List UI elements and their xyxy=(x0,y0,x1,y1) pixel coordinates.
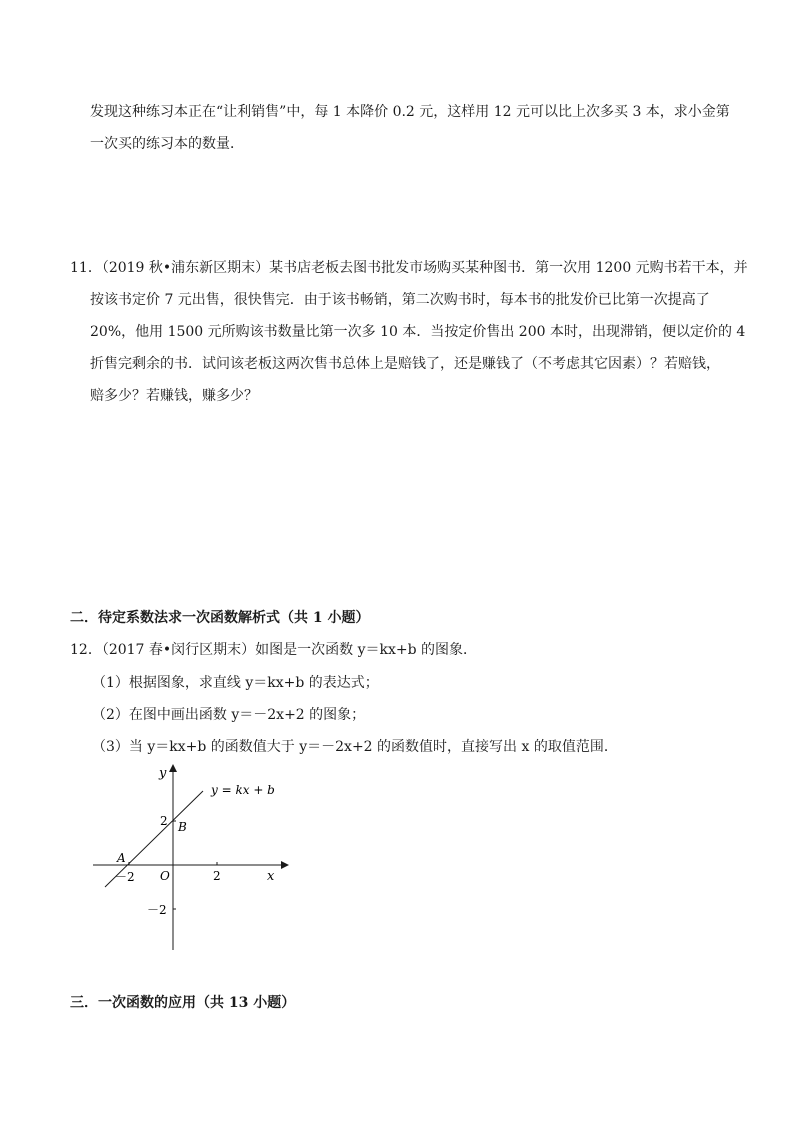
q10-continuation-line-1: 发现这种练习本正在“让利销售”中，每 1 本降价 0.2 元，这样用 12 元可以比上次多买 3 本，求小金第 xyxy=(90,104,730,120)
q11-line-1: 11．（2019 秋•浦东新区期末）某书店老板去图书批发市场购买某种图书．第一次用 1200 元购书若干本，并 xyxy=(70,260,748,276)
origin-label: O xyxy=(160,869,170,883)
q12-part-3: （3）当 y＝kx+b 的函数值大于 y＝－2x+2 的函数值时，直接写出 x 的取值范围． xyxy=(92,739,618,755)
tick-label-x-neg2: －2 xyxy=(115,870,135,884)
point-b-label: B xyxy=(178,820,187,834)
q11-line-2: 按该书定价 7 元出售，很快售完．由于该书畅销，第二次购书时，每本书的批发价已比第一次提高了 xyxy=(90,292,710,308)
line-label: y = kx + b xyxy=(211,783,275,797)
q11-line-4: 折售完剩余的书．试问该老板这两次售书总体上是赔钱了，还是赚钱了（不考虑其它因素）？若赔钱， xyxy=(90,356,720,372)
tick-label-y-neg2: －2 xyxy=(147,903,167,917)
tick-label-y-2: 2 xyxy=(160,814,168,828)
q10-continuation-line-2: 一次买的练习本的数量． xyxy=(90,136,244,152)
tick-label-x-2: 2 xyxy=(213,869,221,883)
function-graph xyxy=(85,760,295,955)
y-axis-label: y xyxy=(159,766,167,781)
q12-part-2: （2）在图中画出函数 y＝－2x+2 的图象； xyxy=(92,707,366,723)
q11-line-3: 20%，他用 1500 元所购该书数量比第一次多 10 本．当按定价售出 200 本时，出现滞销，便以定价的 4 xyxy=(90,324,746,340)
q11-line-5: 赔多少？若赚钱，赚多少？ xyxy=(90,388,258,404)
point-a-label: A xyxy=(117,851,126,865)
x-axis-label: x xyxy=(267,869,275,884)
q12-stem: 12．（2017 春•闵行区期末）如图是一次函数 y＝kx+b 的图象． xyxy=(70,642,478,658)
y-axis-arrow xyxy=(169,764,177,772)
section-3-heading: 三．一次函数的应用（共 13 小题） xyxy=(70,995,296,1011)
x-axis-arrow xyxy=(281,861,289,869)
q12-part-1: （1）根据图象，求直线 y＝kx+b 的表达式； xyxy=(92,675,379,691)
section-2-heading: 二．待定系数法求一次函数解析式（共 1 小题） xyxy=(70,610,370,626)
